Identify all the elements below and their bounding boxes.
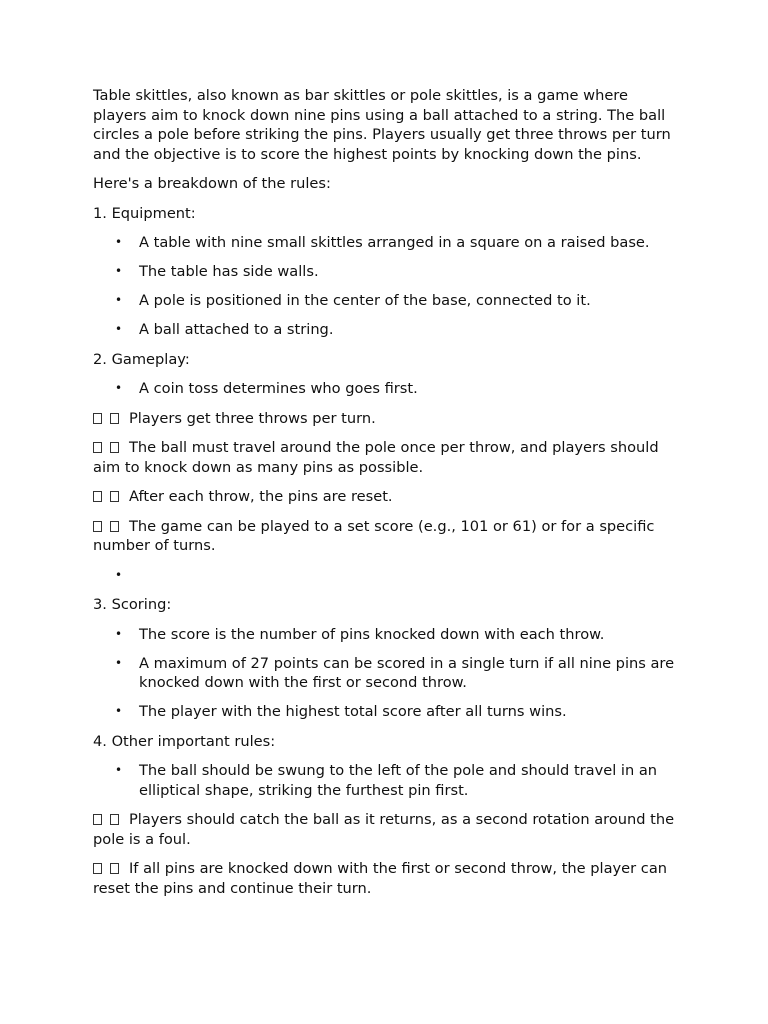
list-item: • A pole is positioned in the center of the base, connected to it. xyxy=(139,291,678,311)
gameplay-paragraph xyxy=(93,517,678,556)
missing-glyph-icon xyxy=(93,442,102,453)
missing-glyph-icon xyxy=(110,521,119,532)
list-item: • The ball should be swung to the left of the pole and should travel in an elliptical shape, striking the furthest pin first. xyxy=(139,761,678,800)
missing-glyph-icon xyxy=(93,814,102,825)
empty-list-item xyxy=(139,566,678,586)
other-rules-text: If all pins are knocked down with the first or second throw, the player can reset the pins and continue their turn. xyxy=(93,860,668,897)
missing-glyph-icon xyxy=(93,521,102,532)
missing-glyph-icon xyxy=(110,814,119,825)
intro-paragraph: Table skittles, also known as bar skittles or pole skittles, is a game where players aim to knock down nine pins using a ball attached to a string. The ball circles a pole before striking the pins. Players usually get three throws per turn and the objective is to score the highest points by knocking down the pins. xyxy=(93,87,671,163)
missing-glyph-icon xyxy=(110,413,119,424)
missing-glyph-icon xyxy=(110,442,119,453)
gameplay-list xyxy=(93,379,678,399)
gameplay-heading: 2. Gameplay: xyxy=(93,350,190,368)
missing-glyph-icon xyxy=(93,863,102,874)
empty-list xyxy=(93,566,678,586)
list-item: • The player with the highest total score after all turns wins. xyxy=(139,702,678,722)
equipment-heading: 1. Equipment: xyxy=(93,204,196,222)
other-rules-heading: 4. Other important rules: xyxy=(93,732,276,750)
breakdown-paragraph: Here's a breakdown of the rules: xyxy=(93,175,331,192)
list-item: • The score is the number of pins knocked down with each throw. xyxy=(139,625,678,645)
other-rules-list xyxy=(93,761,678,800)
gameplay-paragraph xyxy=(93,438,678,477)
list-item: • A maximum of 27 points can be scored in a single turn if all nine pins are knocked down with the first or second throw. xyxy=(139,654,678,693)
list-item: • A table with nine small skittles arranged in a square on a raised base. xyxy=(139,233,678,253)
scoring-heading: 3. Scoring: xyxy=(93,596,172,613)
missing-glyph-icon xyxy=(110,491,119,502)
gameplay-paragraph xyxy=(93,409,678,429)
gameplay-text: Players get three throws per turn. xyxy=(129,409,376,427)
other-rules-paragraph xyxy=(93,810,678,849)
other-rules-text: Players should catch the ball as it returns, as a second rotation around the pole is a foul. xyxy=(93,811,675,848)
missing-glyph-icon xyxy=(93,491,102,502)
missing-glyph-icon xyxy=(93,413,102,424)
equipment-list xyxy=(93,233,678,340)
list-item: • A coin toss determines who goes first. xyxy=(139,379,678,399)
other-rules-paragraph xyxy=(93,859,678,898)
gameplay-text: The ball must travel around the pole once per throw, and players should aim to knock down as many pins as possible. xyxy=(93,439,659,476)
gameplay-paragraph xyxy=(93,487,678,507)
missing-glyph-icon xyxy=(110,863,119,874)
list-item: • The table has side walls. xyxy=(139,262,678,282)
list-item: • A ball attached to a string. xyxy=(139,320,678,340)
document-body xyxy=(93,86,678,908)
scoring-list xyxy=(93,625,678,722)
gameplay-text: After each throw, the pins are reset. xyxy=(129,488,393,505)
gameplay-text: The game can be played to a set score (e.g., 101 or 61) or for a specific number of turns. xyxy=(93,517,655,554)
